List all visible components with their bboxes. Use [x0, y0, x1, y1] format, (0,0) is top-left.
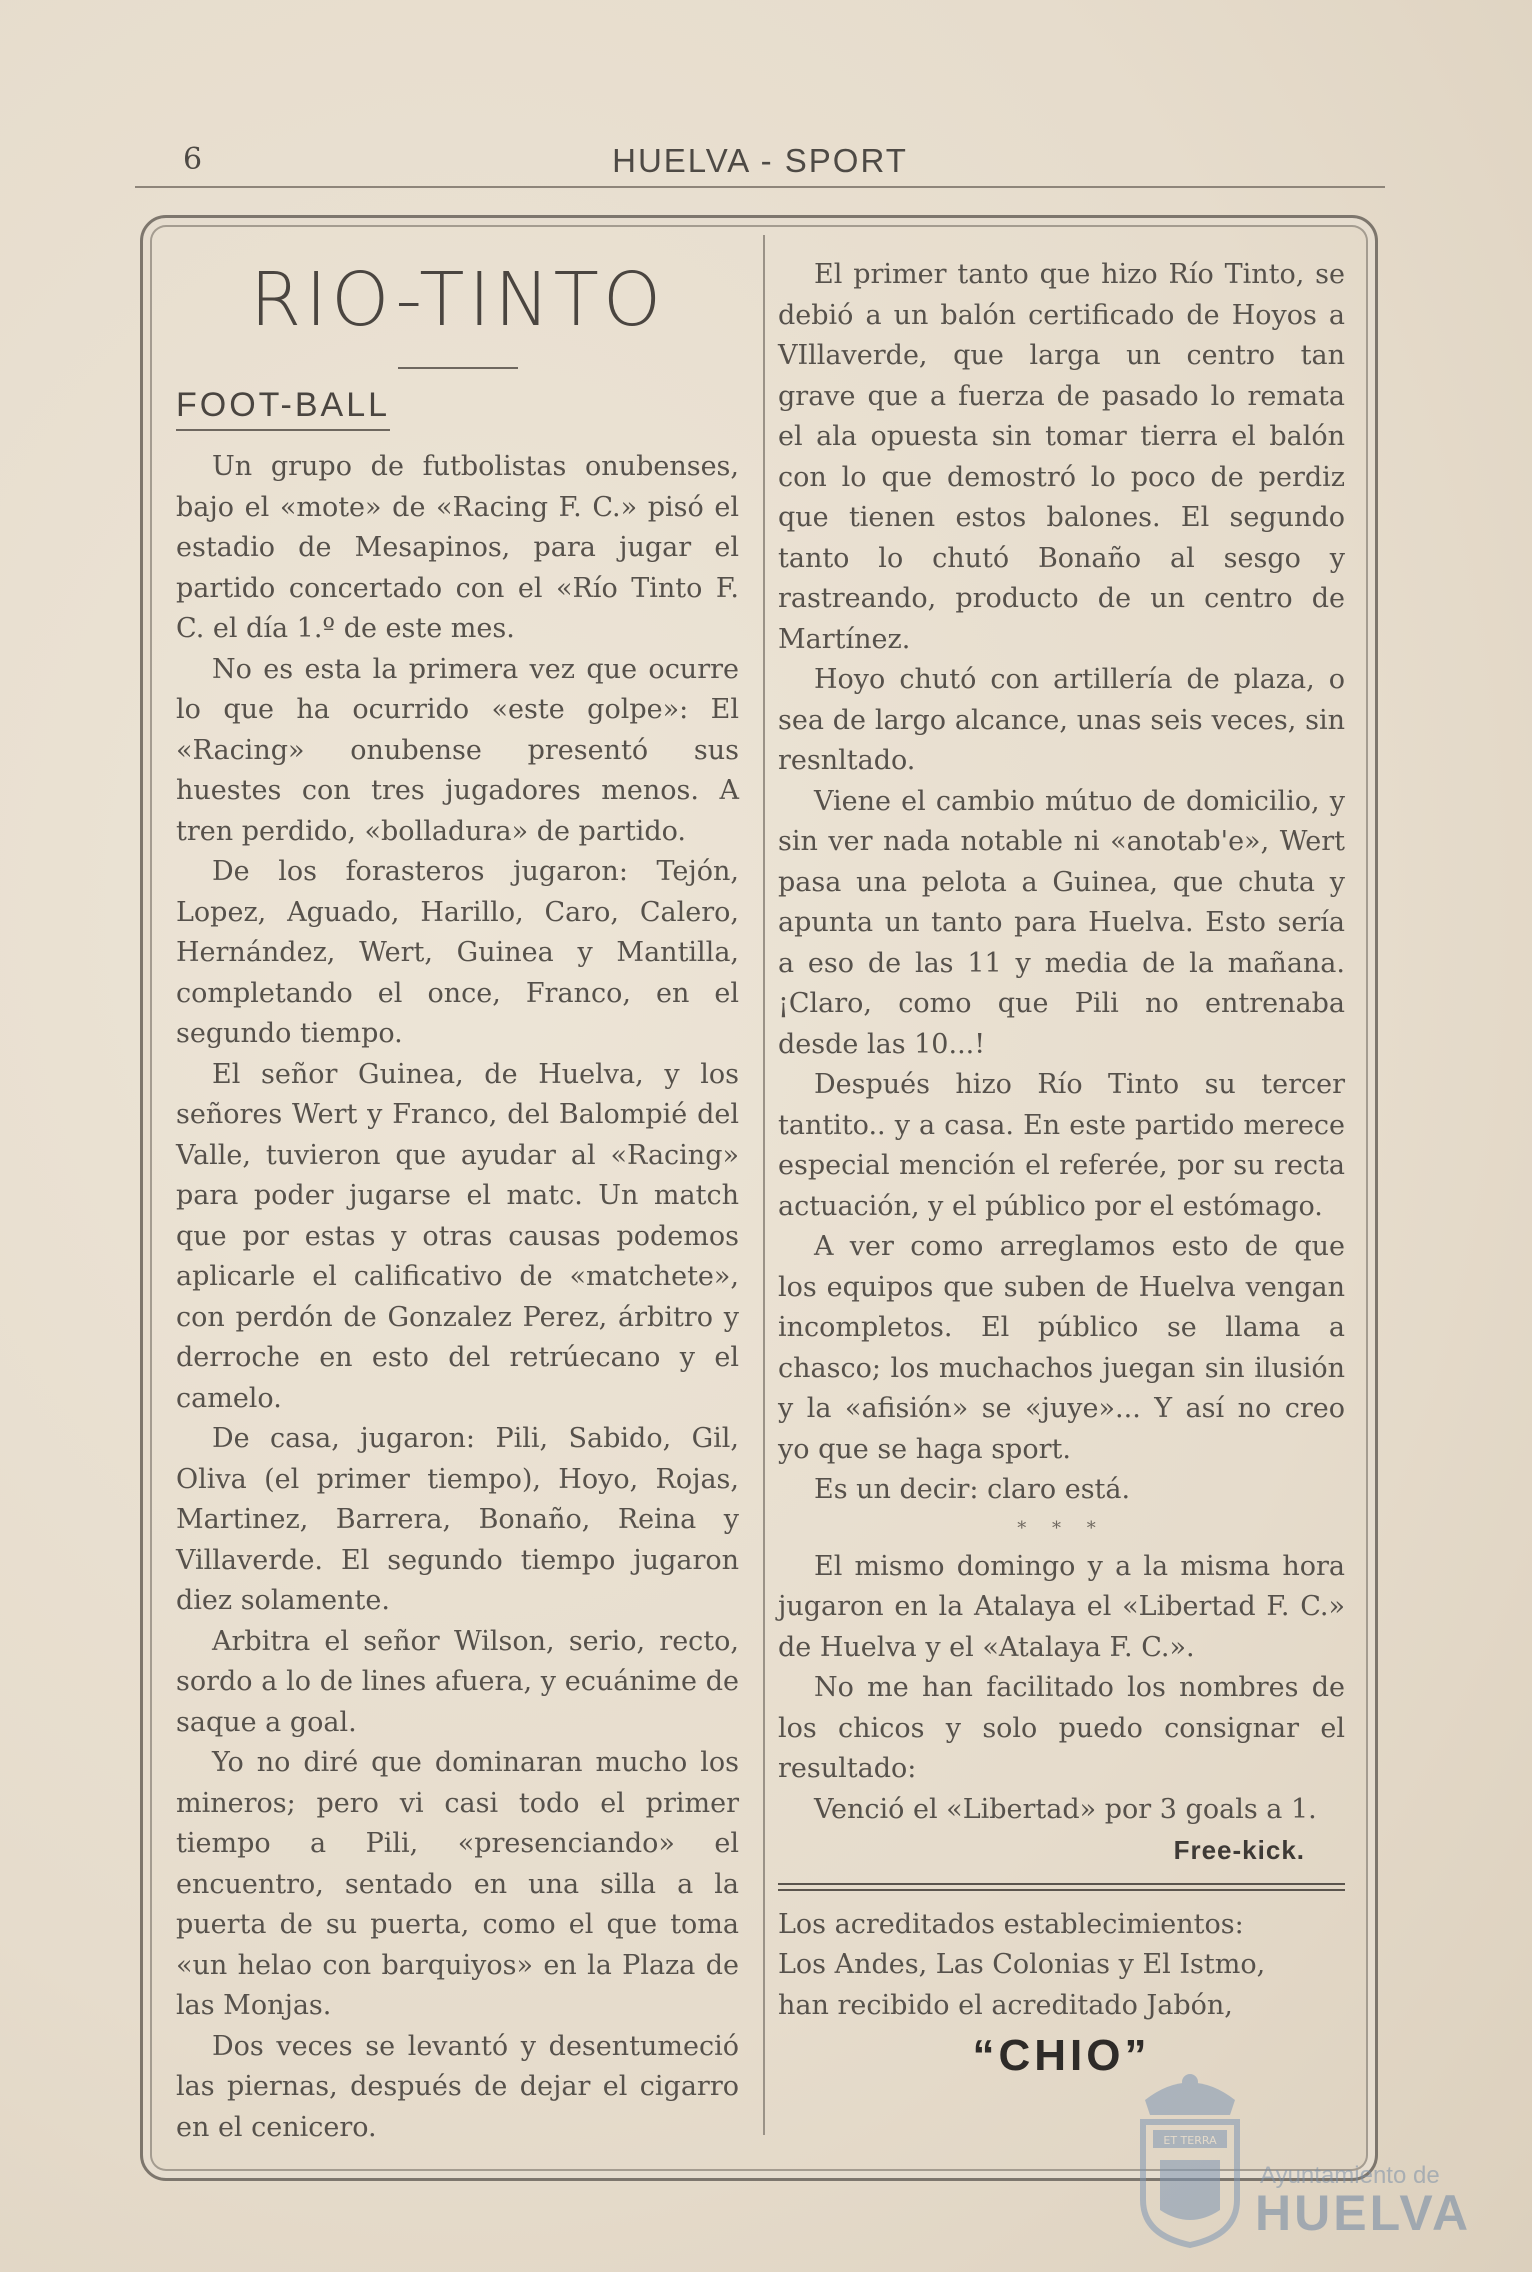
column-divider — [763, 235, 765, 2135]
paragraph: Hoyo chutó con artillería de plaza, o sea de largo alcance, unas seis veces, sin resnltado. — [778, 664, 1345, 776]
paragraph: No es esta la primera vez que ocurre lo que ha ocurrido «este golpe»: El «Racing» onubense presentó sus huestes con tres jugadores menos. A tren perdido, «bolladura» de partido. — [176, 653, 739, 847]
header-rule — [135, 186, 1385, 188]
watermark-line1: Ayuntamiento de — [1260, 2162, 1440, 2189]
title-rule — [398, 367, 518, 369]
watermark-line2: HUELVA — [1255, 2185, 1472, 2241]
paragraph: El mismo domingo y a la misma hora jugaron en la Atalaya el «Libertad F. C.» de Huelva y el «Atalaya F. C.». — [778, 1550, 1345, 1663]
paragraph: Es un decir: claro está. — [814, 1474, 1131, 1505]
advert-line: Los Andes, Las Colonias y El Istmo, — [778, 1949, 1266, 1980]
paragraph: El señor Guinea, de Huelva, y los señores Wert y Franco, del Balompié del Valle, tuvieron que ayudar al «Racing» para poder jugarse el matc. Un match que por estas y otras causas podemos aplicarle el calificativo de «matchete», con perdón de Gonzalez Perez, árbitro y derroche en esto del retrúecano y el camelo. — [176, 1058, 739, 1414]
paragraph: Arbitra el señor Wilson, serio, recto, sordo a lo de lines afuera, y ecuánime de saque a goal. — [176, 1625, 739, 1738]
page-header — [135, 138, 1385, 186]
left-column — [176, 255, 739, 2148]
paragraph: De los forasteros jugaron: Tejón, Lopez, Aguado, Harillo, Caro, Calero, Hernández, Wert, Guinea y Mantilla, completando el once, Franco, en el segundo tiempo. — [176, 856, 739, 1049]
paragraph: Un grupo de futbolistas onubenses, bajo el «mote» de «Racing F. C.» pisó el estadio de Mesapinos, para jugar el partido concertado con el «Río Tinto F. C. el día 1.º de este mes. — [176, 451, 739, 644]
advert-rule — [778, 1883, 1345, 1891]
author-signature: Free-kick. — [1173, 1835, 1305, 1865]
paragraph: Viene el cambio mútuo de domicilio, y sin ver nada notable ni «anotab'e», Wert pasa una pelota a Guinea, que chuta y apunta un tanto para Huelva. Esto sería a eso de las 11 y media de la mañana. ¡Claro, como que Pili no entrenaba desde las 10...! — [778, 785, 1345, 1060]
paragraph: De casa, jugaron: Pili, Sabido, Gil, Oliva (el primer tiempo), Hoyo, Rojas, Martinez, Barrera, Bonaño, Reina y Villaverde. El segundo tiempo jugaron diez solamente. — [176, 1423, 739, 1616]
paragraph: Venció el «Libertad» por 3 goals a 1. — [814, 1793, 1317, 1825]
paragraph: Después hizo Río Tinto su tercer tantito.. y a casa. En este partido merece especial mención el referée, por su recta actuación, y el público por el estómago. — [778, 1069, 1345, 1222]
paragraph: A ver como arreglamos esto de que los equipos que suben de Huelva vengan incompletos. El público se llama a chasco; los muchachos juegan sin ilusión y la «afisión» se «juye»... Y así no creo yo que se haga sport. — [778, 1231, 1345, 1465]
advertisement — [778, 1905, 1345, 2087]
city-crest-icon — [1125, 2060, 1255, 2250]
page-number: 6 — [183, 142, 203, 177]
running-title: HUELVA - SPORT — [612, 142, 908, 179]
paragraph: Dos veces se levantó y desentumeció las piernas, después de dejar el cigarro en el cenicero. — [176, 2030, 739, 2143]
paragraph: Yo no diré que dominaran mucho los mineros; pero vi casi todo el primer tiempo a Pili, «presenciando» el encuentro, sentado en una silla a la puerta de su puerta, como el que toma «un helao con barquiyos» en la Plaza de las Monjas. — [176, 1747, 739, 2021]
archive-watermark — [1120, 2060, 1480, 2260]
crest-motto: ET TERRA — [1163, 2134, 1217, 2147]
section-heading: FOOT-BALL — [176, 383, 390, 431]
paragraph: No me han facilitado los nombres de los chicos y solo puedo consignar el resultado: — [778, 1672, 1345, 1784]
section-separator: * * * — [1017, 1517, 1106, 1539]
advert-line: Los acreditados establecimientos: — [778, 1908, 1244, 1940]
advert-brand: “CHIO” — [972, 2031, 1151, 2080]
paragraph: El primer tanto que hizo Río Tinto, se debió a un balón certificado de Hoyos a VIllaverde, que larga un centro tan grave que a fuerza de pasado lo remata el ala opuesta sin tomar tierra el balón con lo que demostró lo poco de perdiz que tienen estos balones. El segundo tanto lo chutó Bonaño al sesgo y rastreando, producto de un centro de Martínez. — [778, 259, 1345, 655]
right-column — [778, 255, 1345, 2086]
advert-line: han recibido el acreditado Jabón, — [778, 1989, 1233, 2021]
article-title: RIO-TINTO — [249, 257, 666, 343]
